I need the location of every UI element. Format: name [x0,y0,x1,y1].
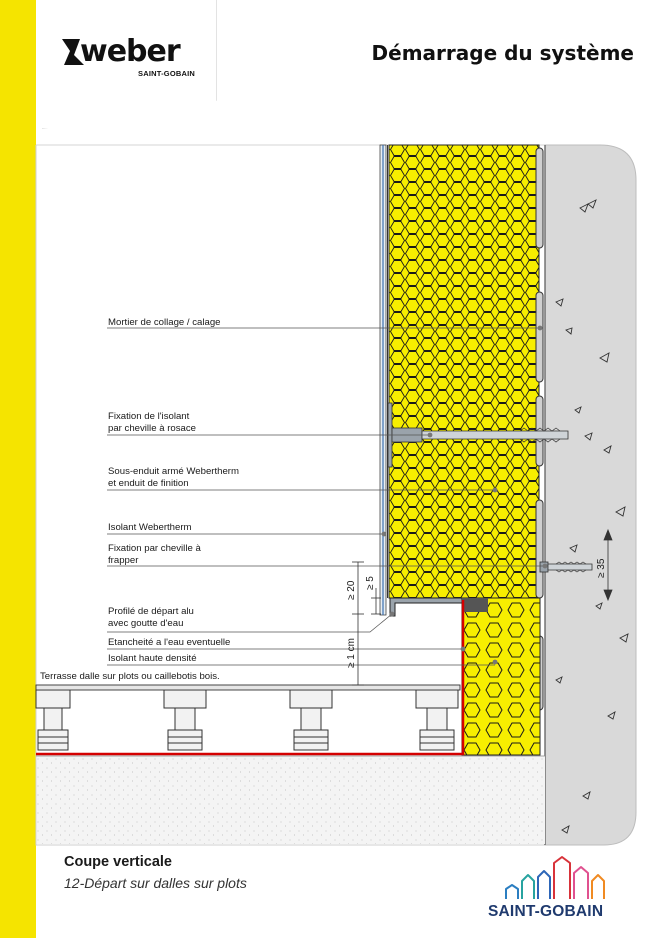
label-mortier: Mortier de collage / calage [108,317,221,328]
label-sous-enduit: Sous-enduit armé Webertherm et enduit de finition [108,466,239,489]
dimension-5: ≥ 5 [365,576,376,590]
saint-gobain-wordmark: SAINT-GOBAIN [488,903,604,920]
concrete-wall [545,145,636,845]
label-fixation-isolant: Fixation de l'isolant par cheville à rosace [108,411,196,434]
insulation-webertherm [389,145,539,598]
ground-slab [37,756,545,844]
dimension-35: ≥ 35 [596,558,607,578]
brand-logo-subtext: SAINT-GOBAIN [138,69,195,78]
page-title: Démarrage du système [371,41,634,65]
label-etancheite: Etancheité a l'eau eventuelle [108,637,231,648]
label-isolant-hd: Isolant haute densité [108,653,197,664]
deck-slab [36,685,460,690]
label-profile: Profilé de départ alu avec goutte d'eau [108,606,194,629]
dimension-1cm: ≥ 1 cm [346,638,357,668]
caption-subtitle: 12-Départ sur dalles sur plots [64,875,247,891]
caption-title: Coupe verticale [64,854,172,870]
label-isolant: Isolant Webertherm [108,522,192,533]
high-density-insulation [462,598,540,755]
slab-pedestals [36,690,458,750]
start-profile [390,598,462,616]
saint-gobain-logo-icon [486,855,636,903]
label-fixation-frapper: Fixation par cheville à frapper [108,543,201,566]
dimension-20: ≥ 20 [346,580,357,600]
brand-logo-text: weber [80,34,180,69]
label-terrasse: Terrasse dalle sur plots ou caillebotis bois. [40,671,220,682]
